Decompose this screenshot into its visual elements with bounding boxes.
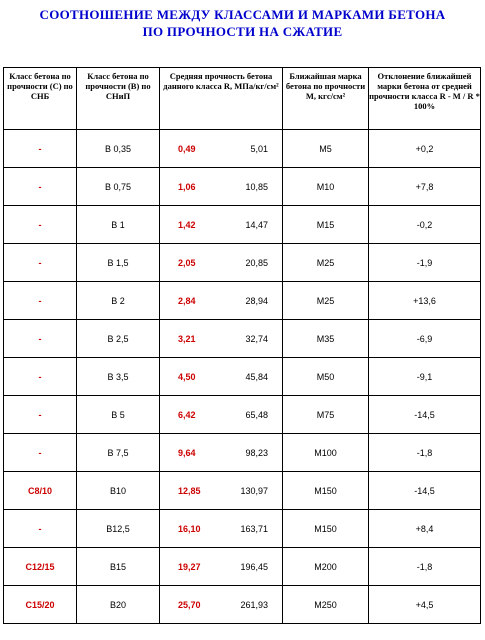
cell-class-snip: В 1,5 <box>77 244 160 282</box>
table-row <box>4 130 481 168</box>
cell-mean-strength <box>160 472 283 510</box>
cell-nearest-grade: М25 <box>283 282 369 320</box>
cell-deviation: -6,9 <box>369 320 481 358</box>
cell-mean-strength <box>160 282 283 320</box>
cell-deviation: -9,1 <box>369 358 481 396</box>
cell-nearest-grade: М15 <box>283 206 369 244</box>
table-row <box>4 206 481 244</box>
cell-class-snip: В 1 <box>77 206 160 244</box>
cell-strength-kgf: 28,94 <box>245 295 268 306</box>
cell-nearest-grade: М100 <box>283 434 369 472</box>
cell-deviation: -14,5 <box>369 472 481 510</box>
cell-deviation: -14,5 <box>369 396 481 434</box>
cell-mean-strength <box>160 434 283 472</box>
cell-mean-strength <box>160 244 283 282</box>
cell-deviation: -0,2 <box>369 206 481 244</box>
cell-class-snip: В 2 <box>77 282 160 320</box>
title-line-1: СООТНОШЕНИЕ МЕЖДУ КЛАССАМИ И МАРКАМИ БЕТОНА <box>39 7 446 22</box>
cell-mean-strength <box>160 358 283 396</box>
cell-strength-kgf: 10,85 <box>245 181 268 192</box>
cell-strength-mpa: 6,42 <box>178 409 196 420</box>
table-row <box>4 586 481 624</box>
cell-mean-strength <box>160 206 283 244</box>
cell-strength-mpa: 16,10 <box>178 523 201 534</box>
cell-class-snip: В 0,75 <box>77 168 160 206</box>
cell-class-snip: В12,5 <box>77 510 160 548</box>
cell-class-snip: В10 <box>77 472 160 510</box>
cell-class-snip: В20 <box>77 586 160 624</box>
cell-strength-mpa: 4,50 <box>178 371 196 382</box>
cell-strength-mpa: 2,84 <box>178 295 196 306</box>
document-title <box>0 6 485 40</box>
cell-mean-strength <box>160 548 283 586</box>
header-class-snip: Класс бетона по прочности (В) по СНиП <box>77 68 160 130</box>
cell-strength-mpa: 3,21 <box>178 333 196 344</box>
table-row <box>4 434 481 472</box>
cell-strength-mpa: 9,64 <box>178 447 196 458</box>
table-row <box>4 358 481 396</box>
cell-strength-kgf: 98,23 <box>245 447 268 458</box>
cell-deviation: -1,9 <box>369 244 481 282</box>
cell-deviation: +4,5 <box>369 586 481 624</box>
table-row <box>4 472 481 510</box>
cell-mean-strength <box>160 168 283 206</box>
cell-strength-kgf: 32,74 <box>245 333 268 344</box>
cell-class-snip: В 0,35 <box>77 130 160 168</box>
cell-class-snb: - <box>4 510 77 548</box>
cell-deviation: +7,8 <box>369 168 481 206</box>
cell-class-snb: - <box>4 396 77 434</box>
cell-class-snb: - <box>4 282 77 320</box>
table-row <box>4 282 481 320</box>
cell-strength-mpa: 19,27 <box>178 561 201 572</box>
cell-class-snip: В15 <box>77 548 160 586</box>
cell-strength-kgf: 14,47 <box>245 219 268 230</box>
cell-strength-kgf: 163,71 <box>240 523 268 534</box>
cell-strength-mpa: 2,05 <box>178 257 196 268</box>
cell-strength-kgf: 5,01 <box>250 143 268 154</box>
cell-nearest-grade: М75 <box>283 396 369 434</box>
table-row <box>4 244 481 282</box>
cell-mean-strength <box>160 320 283 358</box>
cell-class-snip: В 5 <box>77 396 160 434</box>
cell-nearest-grade: М10 <box>283 168 369 206</box>
concrete-class-table <box>3 67 481 624</box>
cell-strength-kgf: 196,45 <box>240 561 268 572</box>
header-nearest-grade: Ближайшая марка бетона по прочности М, кгс/см² <box>283 68 369 130</box>
cell-class-snb: - <box>4 130 77 168</box>
cell-nearest-grade: М5 <box>283 130 369 168</box>
cell-strength-kgf: 45,84 <box>245 371 268 382</box>
cell-class-snb: - <box>4 320 77 358</box>
cell-nearest-grade: М35 <box>283 320 369 358</box>
cell-deviation: +0,2 <box>369 130 481 168</box>
cell-nearest-grade: М150 <box>283 472 369 510</box>
header-class-snb: Класс бетона по прочности (С) по СНБ <box>4 68 77 130</box>
cell-mean-strength <box>160 586 283 624</box>
cell-nearest-grade: М50 <box>283 358 369 396</box>
cell-strength-mpa: 1,06 <box>178 181 196 192</box>
cell-class-snb: - <box>4 206 77 244</box>
table-row <box>4 320 481 358</box>
table-header-row <box>4 68 481 130</box>
cell-class-snip: В 7,5 <box>77 434 160 472</box>
table-row <box>4 548 481 586</box>
cell-strength-kgf: 130,97 <box>240 485 268 496</box>
cell-nearest-grade: М25 <box>283 244 369 282</box>
table-row <box>4 510 481 548</box>
table-row <box>4 396 481 434</box>
cell-class-snb: C15/20 <box>4 586 77 624</box>
table-body <box>4 130 481 624</box>
cell-deviation: -1,8 <box>369 548 481 586</box>
cell-class-snb: - <box>4 434 77 472</box>
cell-strength-mpa: 25,70 <box>178 599 201 610</box>
cell-class-snip: В 2,5 <box>77 320 160 358</box>
table-row <box>4 168 481 206</box>
cell-nearest-grade: М200 <box>283 548 369 586</box>
header-mean-strength: Средняя прочность бетона данного класса R, МПа/кг/см² <box>160 68 283 130</box>
cell-mean-strength <box>160 130 283 168</box>
cell-nearest-grade: М150 <box>283 510 369 548</box>
cell-deviation: +13,6 <box>369 282 481 320</box>
cell-strength-mpa: 12,85 <box>178 485 201 496</box>
cell-mean-strength <box>160 396 283 434</box>
cell-deviation: +8,4 <box>369 510 481 548</box>
cell-class-snb: C12/15 <box>4 548 77 586</box>
cell-class-snb: C8/10 <box>4 472 77 510</box>
cell-class-snip: В 3,5 <box>77 358 160 396</box>
cell-strength-kgf: 261,93 <box>240 599 268 610</box>
cell-class-snb: - <box>4 168 77 206</box>
cell-strength-kgf: 20,85 <box>245 257 268 268</box>
cell-mean-strength <box>160 510 283 548</box>
title-line-2: ПО ПРОЧНОСТИ НА СЖАТИЕ <box>142 24 343 39</box>
cell-strength-mpa: 1,42 <box>178 219 196 230</box>
header-deviation: Отклонение ближайшей марки бетона от средней прочности класса R - M / R * 100% <box>369 68 481 130</box>
cell-strength-mpa: 0,49 <box>178 143 196 154</box>
cell-deviation: -1,8 <box>369 434 481 472</box>
cell-class-snb: - <box>4 244 77 282</box>
cell-class-snb: - <box>4 358 77 396</box>
cell-nearest-grade: М250 <box>283 586 369 624</box>
cell-strength-kgf: 65,48 <box>245 409 268 420</box>
